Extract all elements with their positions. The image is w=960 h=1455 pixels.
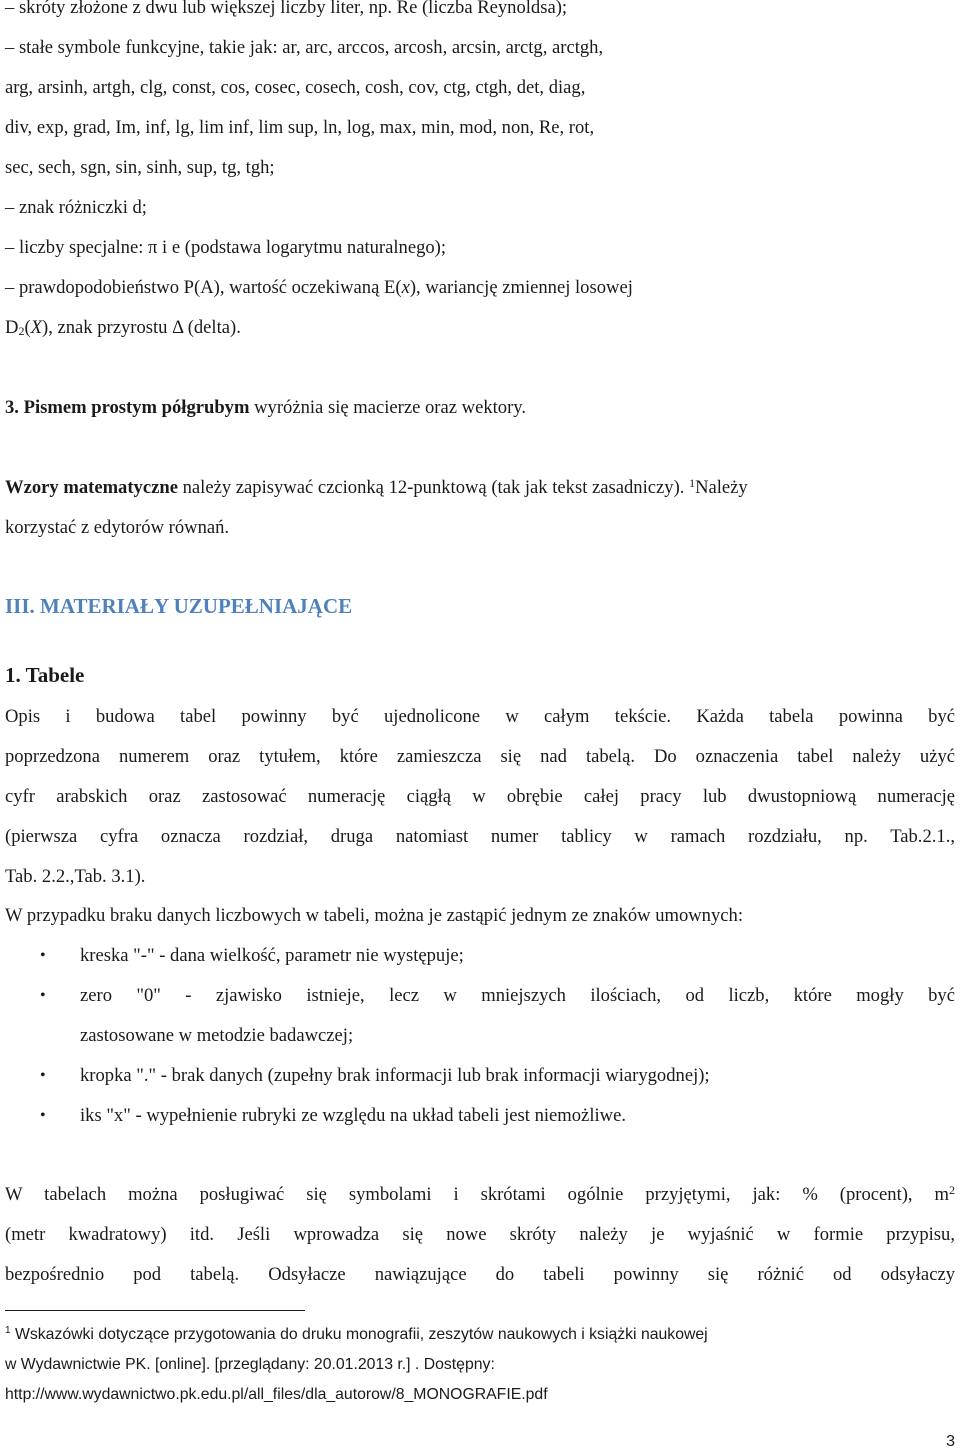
footnote-line [5,1325,708,1345]
text-fragment: D [5,317,19,338]
missing-data-intro: W przypadku braku danych liczbowych w tabeli, można je zastąpić jednym ze znaków umownych: [5,905,743,926]
text-fragment: Należy [695,477,748,498]
text-line-special-numbers: – liczby specjalne: π i e (podstawa logarytmu naturalnego); [5,237,447,258]
page-number: 3 [946,1433,955,1450]
bullet-icon: • [40,947,46,964]
section-heading: III. MATERIAŁY UZUPEŁNIAJĄCE [5,594,353,618]
italic-variable: X [30,317,42,338]
text-line-function-symbols: – stałe symbole funkcyjne, takie jak: ar, arc, arccos, arcosh, arcsin, arctg, arctgh, [5,37,604,58]
item-3-matrices [5,396,526,420]
list-item: kropka "." - brak danych (zupełny brak informacji lub brak informacji wiarygodnej); [80,1065,710,1086]
list-item: iks "x" - wypełnienie rubryki ze względu na układ tabeli jest niemożliwe. [80,1105,626,1126]
text-fragment: ), znak przyrostu Δ (delta). [42,317,241,338]
text-line-variance [5,316,241,340]
footnote-separator [5,1310,305,1311]
paragraph-line: bezpośrednio pod tabelą. Odsyłacze nawiązujące do tabeli powinny się różnić od odsyłaczy [5,1264,955,1285]
text-fragment: należy zapisywać czcionką 12-punktową (tak jak tekst zasadniczy). [177,477,690,498]
paragraph-line [5,1183,955,1207]
bullet-icon: • [40,987,46,1004]
text-line-function-symbols-4: sec, sech, sgn, sin, sinh, sup, tg, tgh; [5,157,275,178]
paragraph-line: (metr kwadratowy) itd. Jeśli wprowadza się nowe skróty należy je wyjaśnić w formie przypisu, [5,1224,955,1245]
text-fragment: ), wariancję zmiennej losowej [409,277,633,298]
formulas-line-2: korzystać z edytorów równań. [5,517,230,538]
subscript: 2 [18,324,25,338]
paragraph-line: cyfr arabskich oraz zastosować numerację ciągłą w obrębie całej pracy lub dwustopniową numerację [5,786,955,807]
bold-phrase: 3. Pismem prostym półgrubym [5,397,250,418]
text-line-function-symbols-3: div, exp, grad, Im, inf, lg, lim inf, lim sup, ln, log, max, min, mod, non, Re, rot, [5,117,595,138]
paragraph-line: Opis i budowa tabel powinny być ujednolicone w całym tekście. Każda tabela powinna być [5,706,955,727]
text-fragment: – prawdopodobieństwo P(A), wartość oczekiwaną E( [5,277,402,298]
footnote-line: w Wydawnictwie PK. [online]. [przeglądany: 20.01.2013 r.] . Dostępny: [5,1356,495,1373]
list-item: zero "0" - zjawisko istnieje, lecz w mniejszych ilościach, od liczb, które mogły być [80,985,955,1006]
paragraph-line: poprzedzona numerem oraz tytułem, które zamieszcza się nad tabelą. Do oznaczenia tabel należy użyć [5,746,955,767]
bullet-icon: • [40,1107,46,1124]
footnote-marker: 1 [5,1325,11,1336]
text-fragment: W tabelach można posługiwać się symbolami i skrótami ogólnie przyjętymi, jak: % (procent), m [5,1184,949,1205]
paragraph-line: (pierwsza cyfra oznacza rozdział, druga natomiast numer tablicy w ramach rozdziału, np. Tab.2.1., [5,826,955,847]
superscript: 2 [949,1183,955,1197]
text-fragment: ( [24,317,31,338]
footnote-reference[interactable]: 1 [689,476,696,490]
text-line-differential: – znak różniczki d; [5,197,147,218]
text-line-function-symbols-2: arg, arsinh, artgh, clg, const, cos, cosec, cosech, cosh, cov, ctg, ctgh, det, diag, [5,77,586,98]
text-line-abbreviations: – skróty złożone z dwu lub większej liczby liter, np. Re (liczba Reynoldsa); [5,0,568,18]
footnote-url[interactable]: http://www.wydawnictwo.pk.edu.pl/all_files/dla_autorow/8_MONOGRAFIE.pdf [5,1386,548,1403]
text-fragment: Wskazówki dotyczące przygotowania do druku monografii, zeszytów naukowych i książki naukowej [10,1326,708,1343]
bold-phrase: Wzory matematyczne [5,477,178,498]
subsection-heading: 1. Tabele [5,663,85,687]
list-item: kreska "-" - dana wielkość, parametr nie występuje; [80,945,464,966]
text-fragment: wyróżnia się macierze oraz wektory. [249,397,527,418]
bullet-icon: • [40,1067,46,1084]
text-line-probability [5,276,633,300]
paragraph-line: Tab. 2.2.,Tab. 3.1). [5,866,146,887]
italic-variable: x [401,277,410,298]
formulas-line [5,476,748,500]
list-item-continuation: zastosowane w metodzie badawczej; [80,1025,354,1046]
